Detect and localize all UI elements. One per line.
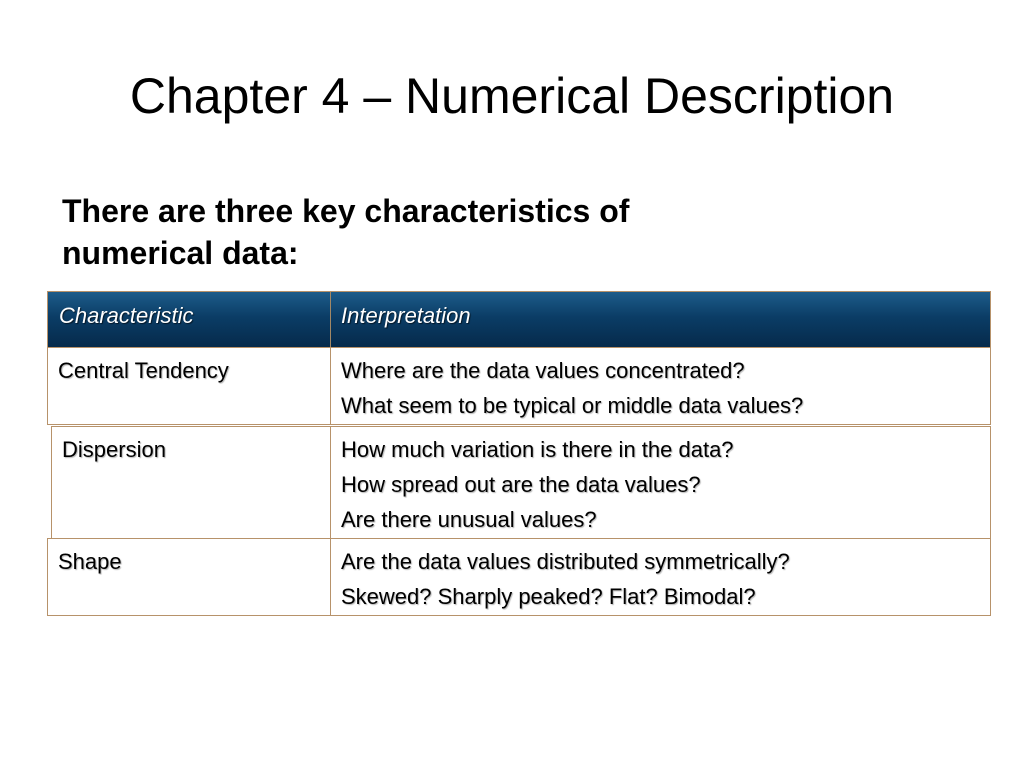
interpretation-line: Are there unusual values? <box>341 507 597 532</box>
slide-title: Chapter 4 – Numerical Description <box>129 68 895 124</box>
intro-text <box>62 190 822 274</box>
interpretation-text <box>341 544 790 614</box>
intro-line-2: numerical data: <box>62 235 299 271</box>
interpretation-line: How much variation is there in the data? <box>341 437 734 462</box>
table-header-row <box>47 291 991 348</box>
characteristic-label: Dispersion <box>62 437 166 462</box>
header-characteristic: Characteristic <box>59 303 194 328</box>
interpretation-line: Skewed? Sharply peaked? Flat? Bimodal? <box>341 584 756 609</box>
cell-interpretation <box>331 427 990 539</box>
cell-characteristic <box>52 427 331 539</box>
interpretation-line: Where are the data values concentrated? <box>341 358 745 383</box>
cell-interpretation <box>331 539 990 615</box>
interpretation-line: Are the data values distributed symmetrically? <box>341 549 790 574</box>
interpretation-line: What seem to be typical or middle data values? <box>341 393 804 418</box>
interpretation-text <box>341 432 734 537</box>
interpretation-text <box>341 353 803 423</box>
characteristic-label: Shape <box>58 549 122 574</box>
table-row-shape <box>47 538 991 616</box>
cell-characteristic <box>48 539 331 615</box>
header-interpretation: Interpretation <box>341 303 471 328</box>
intro-line-1: There are three key characteristics of <box>62 193 630 229</box>
header-cell-interpretation <box>331 292 990 347</box>
table-row-central-tendency <box>47 347 991 425</box>
header-cell-characteristic <box>48 292 331 347</box>
cell-interpretation <box>331 348 990 424</box>
table-row-dispersion <box>51 426 991 540</box>
cell-characteristic <box>48 348 331 424</box>
interpretation-line: How spread out are the data values? <box>341 472 701 497</box>
characteristic-label: Central Tendency <box>58 358 229 383</box>
